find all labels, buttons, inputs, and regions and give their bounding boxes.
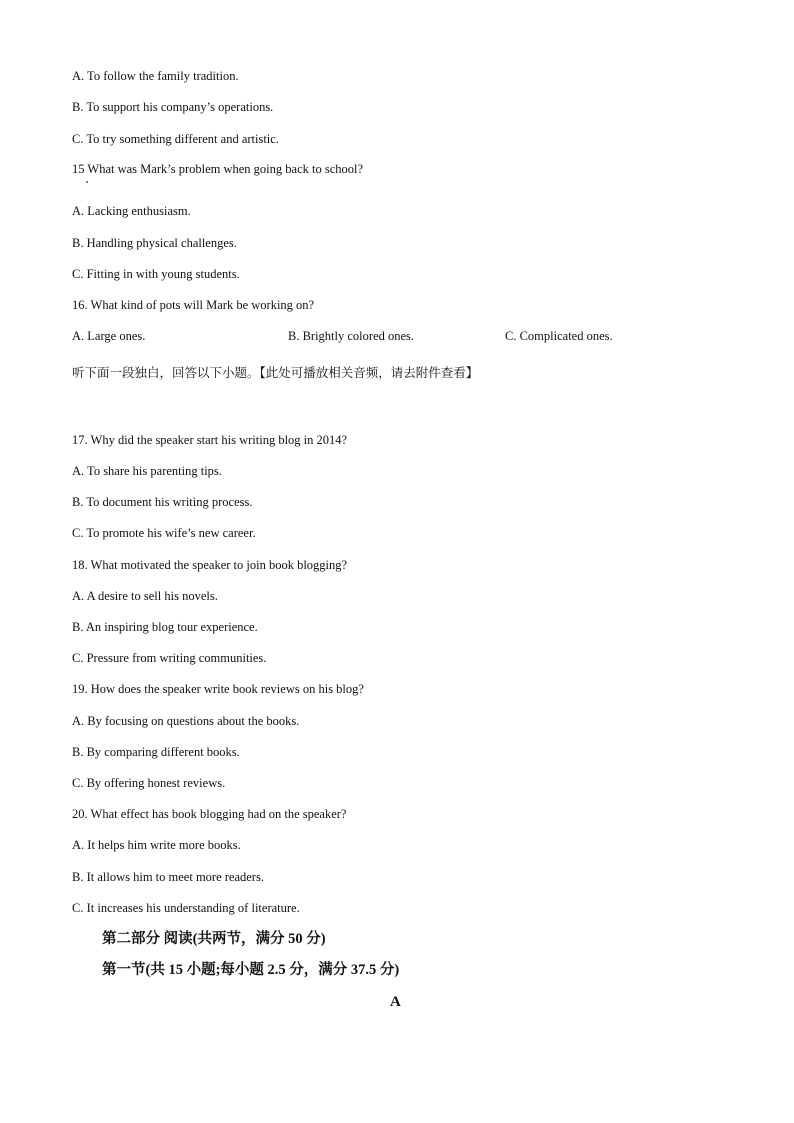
q20-option-b: B. It allows him to meet more readers. — [72, 870, 264, 884]
q15-question: 15 What was Mark’s problem when going back to school? — [72, 162, 364, 176]
q17-option-b: B. To document his writing process. — [72, 495, 253, 509]
q18-option-b: B. An inspiring blog tour experience. — [72, 620, 258, 634]
section1-heading: 第一节(共 15 小题;每小题 2.5 分，满分 37.5 分) — [102, 962, 400, 978]
q20-option-a: A. It helps him write more books. — [72, 838, 241, 852]
q20-option-c: C. It increases his understanding of literature. — [72, 901, 300, 915]
q18-option-c: C. Pressure from writing communities. — [72, 651, 267, 665]
listening-instruction: 听下面一段独白，回答以下小题。【此处可播放相关音频，请去附件查看】 — [72, 365, 479, 380]
q18-question: 18. What motivated the speaker to join book blogging? — [72, 558, 348, 572]
q19-option-c: C. By offering honest reviews. — [72, 776, 226, 790]
passage-letter: A — [390, 994, 401, 1010]
q20-question: 20. What effect has book blogging had on the speaker? — [72, 807, 347, 821]
stray-mark — [86, 181, 88, 183]
q19-question: 19. How does the speaker write book reviews on his blog? — [72, 682, 364, 696]
q14-option-a: A. To follow the family tradition. — [72, 69, 239, 83]
q16-option-a: A. Large ones. — [72, 329, 146, 343]
q19-option-b: B. By comparing different books. — [72, 745, 240, 759]
q16-option-c: C. Complicated ones. — [505, 329, 613, 343]
q16-option-b: B. Brightly colored ones. — [288, 329, 415, 343]
q15-option-a: A. Lacking enthusiasm. — [72, 204, 191, 218]
q18-option-a: A. A desire to sell his novels. — [72, 589, 218, 603]
part2-heading: 第二部分 阅读(共两节，满分 50 分) — [102, 931, 326, 947]
q17-question: 17. Why did the speaker start his writing blog in 2014? — [72, 433, 348, 447]
q15-option-c: C. Fitting in with young students. — [72, 267, 240, 281]
q14-option-b: B. To support his company’s operations. — [72, 100, 274, 114]
q15-option-b: B. Handling physical challenges. — [72, 236, 237, 250]
q17-option-a: A. To share his parenting tips. — [72, 464, 222, 478]
q16-question: 16. What kind of pots will Mark be working on? — [72, 298, 315, 312]
q19-option-a: A. By focusing on questions about the books. — [72, 714, 300, 728]
q14-option-c: C. To try something different and artistic. — [72, 132, 279, 146]
q17-option-c: C. To promote his wife’s new career. — [72, 526, 256, 540]
